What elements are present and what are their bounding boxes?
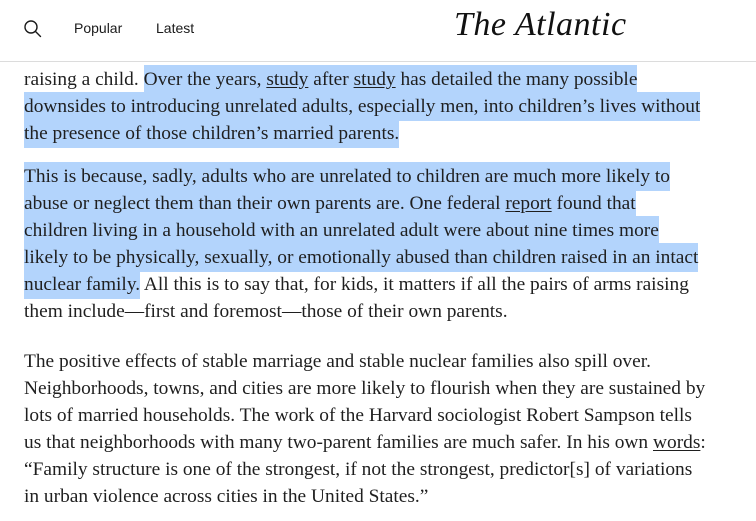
search-icon bbox=[22, 18, 44, 40]
selected-text bbox=[24, 189, 636, 218]
text-span: All this is to say that, for kids, it matters if all the pairs of arms raising bbox=[143, 274, 689, 295]
text-span: Over the years, bbox=[143, 69, 262, 90]
article-line: in urban violence across cities in the United States.” bbox=[24, 486, 429, 507]
article-line bbox=[24, 93, 724, 120]
words-link[interactable]: words bbox=[653, 432, 701, 453]
article-line bbox=[24, 271, 724, 298]
selected-text bbox=[144, 65, 638, 94]
selected-text: nuclear family. bbox=[24, 270, 140, 299]
nav-popular[interactable]: Popular bbox=[74, 20, 123, 36]
text-span: has detailed the many possible bbox=[400, 69, 638, 90]
text-span: abuse or neglect them than their own parents are. One federal bbox=[24, 193, 501, 214]
article-line bbox=[24, 217, 724, 244]
selected-text: likely to be physically, sexually, or emotionally abused than children raised in an intact bbox=[24, 243, 698, 272]
article-line bbox=[24, 66, 724, 93]
study-link-1[interactable]: study bbox=[266, 69, 309, 90]
text-span: us that neighborhoods with many two-parent families are much safer. In his own bbox=[24, 432, 649, 453]
article-line bbox=[24, 163, 724, 190]
study-link-2[interactable]: study bbox=[353, 69, 396, 90]
text-span: after bbox=[313, 69, 349, 90]
text-span: raising a child. bbox=[24, 69, 139, 90]
article-line: Neighborhoods, towns, and cities are more likely to flourish when they are sustained by bbox=[24, 378, 706, 399]
article-line: them include—first and foremost—those of their own parents. bbox=[24, 301, 508, 322]
article-line bbox=[24, 120, 724, 147]
article-paragraph-3 bbox=[24, 348, 724, 510]
report-link[interactable]: report bbox=[505, 193, 552, 214]
article-line bbox=[24, 429, 724, 456]
site-header bbox=[0, 0, 756, 62]
text-span: : bbox=[700, 432, 706, 453]
selected-text: This is because, sadly, adults who are unrelated to children are much more likely to bbox=[24, 162, 670, 191]
article-body bbox=[24, 39, 724, 510]
article-line bbox=[24, 190, 724, 217]
article-line bbox=[24, 244, 724, 271]
site-logo[interactable]: The Atlantic bbox=[454, 6, 627, 43]
article-line: “Family structure is one of the strongest, if not the strongest, predictor[s] of variations bbox=[24, 459, 693, 480]
selected-text: children living in a household with an unrelated adult were about nine times more bbox=[24, 216, 659, 245]
search-button[interactable] bbox=[22, 18, 44, 40]
article-line: lots of married households. The work of the Harvard sociologist Robert Sampson tells bbox=[24, 405, 692, 426]
selected-text: the presence of those children’s married parents. bbox=[24, 119, 399, 148]
article-line: The positive effects of stable marriage and stable nuclear families also spill over. bbox=[24, 351, 651, 372]
text-span: found that bbox=[556, 193, 636, 214]
nav-latest[interactable]: Latest bbox=[156, 20, 195, 36]
article-paragraph-2 bbox=[24, 163, 724, 325]
selected-text: downsides to introducing unrelated adults, especially men, into children’s lives without bbox=[24, 92, 700, 121]
